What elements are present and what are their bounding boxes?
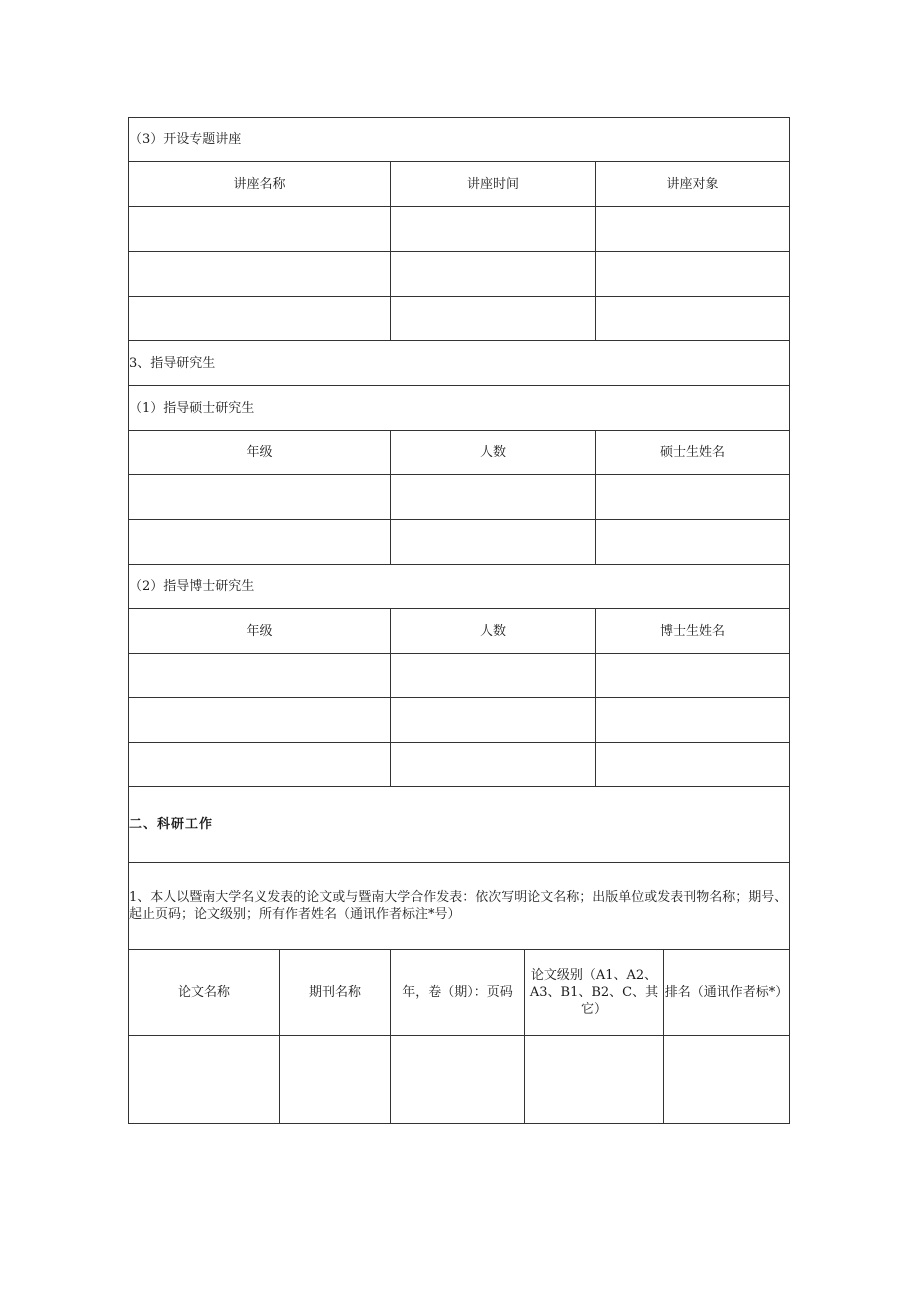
doctoral-count-cell[interactable]: [391, 698, 596, 743]
lecture-header-row: [129, 162, 790, 207]
paper-col-level: 论文级别（A1、A2、A3、B1、B2、C、其它）: [525, 950, 664, 1036]
doctoral-entry-row: [129, 654, 790, 698]
doctoral-count-cell[interactable]: [391, 743, 596, 787]
lecture-audience-cell[interactable]: [596, 207, 790, 252]
lecture-col-time: 讲座时间: [391, 162, 596, 207]
lecture-entry-row: [129, 207, 790, 252]
research-section-title: 二、科研工作: [129, 787, 790, 863]
doctoral-header-row: [129, 609, 790, 654]
lecture-col-name: 讲座名称: [129, 162, 391, 207]
masters-count-cell[interactable]: [391, 475, 596, 520]
lecture-time-cell[interactable]: [391, 297, 596, 341]
doctoral-grade-cell[interactable]: [129, 654, 391, 698]
lecture-name-cell[interactable]: [129, 252, 391, 297]
doctoral-count-cell[interactable]: [391, 654, 596, 698]
paper-volume-pages-cell[interactable]: [391, 1036, 525, 1124]
masters-grade-cell[interactable]: [129, 475, 391, 520]
masters-header-row: [129, 431, 790, 475]
lecture-time-cell[interactable]: [391, 207, 596, 252]
paper-col-journal: 期刊名称: [280, 950, 391, 1036]
doctoral-heading: （2）指导博士研究生: [129, 565, 790, 609]
lecture-heading: （3）开设专题讲座: [129, 118, 790, 162]
masters-grade-cell[interactable]: [129, 520, 391, 565]
masters-col-count: 人数: [391, 431, 596, 475]
lecture-name-cell[interactable]: [129, 297, 391, 341]
lecture-col-audience: 讲座对象: [596, 162, 790, 207]
doctoral-grade-cell[interactable]: [129, 698, 391, 743]
research-form-table: [128, 786, 790, 1124]
doctoral-heading-row: [129, 565, 790, 609]
supervision-heading-row: [129, 341, 790, 386]
doctoral-grade-cell[interactable]: [129, 743, 391, 787]
doctoral-col-names: 博士生姓名: [596, 609, 790, 654]
paper-level-cell[interactable]: [525, 1036, 664, 1124]
masters-heading: （1）指导硕士研究生: [129, 386, 790, 431]
masters-entry-row: [129, 520, 790, 565]
lecture-audience-cell[interactable]: [596, 297, 790, 341]
paper-col-title: 论文名称: [129, 950, 280, 1036]
research-title-row: [129, 787, 790, 863]
masters-col-grade: 年级: [129, 431, 391, 475]
lecture-name-cell[interactable]: [129, 207, 391, 252]
doctoral-names-cell[interactable]: [596, 654, 790, 698]
doctoral-col-grade: 年级: [129, 609, 391, 654]
paper-header-row: [129, 950, 790, 1036]
lecture-audience-cell[interactable]: [596, 252, 790, 297]
lecture-time-cell[interactable]: [391, 252, 596, 297]
masters-names-cell[interactable]: [596, 475, 790, 520]
masters-entry-row: [129, 475, 790, 520]
paper-title-cell[interactable]: [129, 1036, 280, 1124]
masters-names-cell[interactable]: [596, 520, 790, 565]
masters-col-names: 硕士生姓名: [596, 431, 790, 475]
research-instruction: 1、本人以暨南大学名义发表的论文或与暨南大学合作发表：依次写明论文名称；出版单位或发表刊物名称；期号、起止页码；论文级别；所有作者姓名（通讯作者标注*号）: [129, 863, 790, 950]
doctoral-col-count: 人数: [391, 609, 596, 654]
masters-heading-row: [129, 386, 790, 431]
paper-entry-row: [129, 1036, 790, 1124]
doctoral-names-cell[interactable]: [596, 698, 790, 743]
lecture-heading-row: [129, 118, 790, 162]
doctoral-entry-row: [129, 743, 790, 787]
doctoral-entry-row: [129, 698, 790, 743]
form-document: [128, 117, 789, 1124]
doctoral-names-cell[interactable]: [596, 743, 790, 787]
lecture-entry-row: [129, 297, 790, 341]
paper-journal-cell[interactable]: [280, 1036, 391, 1124]
lecture-entry-row: [129, 252, 790, 297]
paper-col-volume-pages: 年，卷（期）：页码: [391, 950, 525, 1036]
research-instruction-row: [129, 863, 790, 950]
paper-rank-cell[interactable]: [664, 1036, 790, 1124]
paper-col-rank: 排名（通讯作者标*）: [664, 950, 790, 1036]
teaching-form-table: [128, 117, 790, 787]
masters-count-cell[interactable]: [391, 520, 596, 565]
supervision-heading: 3、指导研究生: [129, 341, 790, 386]
